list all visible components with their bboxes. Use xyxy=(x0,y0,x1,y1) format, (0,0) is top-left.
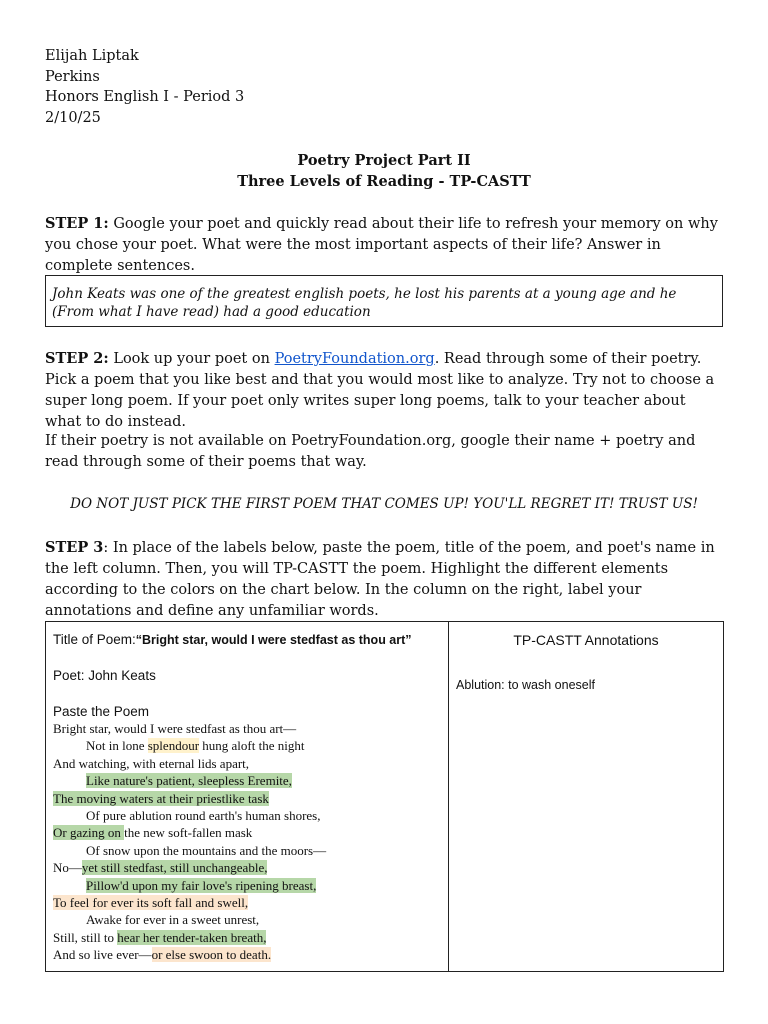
poetry-foundation-link[interactable]: PoetryFoundation.org xyxy=(274,351,435,367)
date: 2/10/25 xyxy=(45,109,101,126)
poet-line: Poet: John Keats xyxy=(53,668,156,683)
title-line-2: Three Levels of Reading - TP-CASTT xyxy=(237,173,531,190)
poem-line: Awake for ever in a sweet unrest, xyxy=(86,912,260,928)
poem-title: “Bright star, would I were stedfast as thou art” xyxy=(135,633,412,647)
step2-label: STEP 2: xyxy=(45,350,109,367)
poem-line: No—yet still stedfast, still unchangeable, xyxy=(53,860,268,876)
poem-line: Of pure ablution round earth's human shores, xyxy=(86,808,321,824)
step1-text: Google your poet and quickly read about their life to refresh your memory on why you chose your poet. What were the most important aspects of their life? Answer in complete sentences. xyxy=(45,216,718,274)
poem-line: Still, still to hear her tender-taken breath, xyxy=(53,929,267,945)
step1-answer-box[interactable] xyxy=(45,275,723,327)
poem-text xyxy=(53,720,443,964)
step3-paragraph xyxy=(45,537,725,622)
poem-line: Bright star, would I were stedfast as thou art— xyxy=(53,721,297,736)
step2-paragraph xyxy=(45,348,725,433)
step1-answer: John Keats was one of the greatest english poets, he lost his parents at a young age and he (From what I have read) had a good education xyxy=(52,286,677,320)
step1-label: STEP 1: xyxy=(45,215,109,232)
poem-line: Like nature's patient, sleepless Eremite, xyxy=(86,773,292,789)
poem-line: The moving waters at their priestlike task xyxy=(53,790,269,806)
annotation-ablution: Ablution: to wash oneself xyxy=(456,678,595,692)
paste-poem-label: Paste the Poem xyxy=(53,704,150,719)
poem-column[interactable] xyxy=(53,630,443,964)
student-header xyxy=(45,46,244,128)
poem-line: To feel for ever its soft fall and swell, xyxy=(53,895,249,911)
poem-line: And so live ever—or else swoon to death. xyxy=(53,947,272,963)
student-name: Elijah Liptak xyxy=(45,48,139,64)
poem-line: And watching, with eternal lids apart, xyxy=(53,755,250,771)
warning-text: DO NOT JUST PICK THE FIRST POEM THAT COMES UP! YOU'LL REGRET IT! TRUST US! xyxy=(70,496,698,512)
poem-line: Of snow upon the mountains and the moors— xyxy=(86,842,327,858)
poem-title-line xyxy=(53,630,443,650)
step2-text-after: . Read through some of their poetry. Pick a poem that you like best and that you would most like to analyze. Try not to choose a super long poem. If your poet only writes super long poems, talk to your teacher about what to do instead. xyxy=(45,351,715,430)
tpcastt-table xyxy=(45,621,724,972)
step1-paragraph xyxy=(45,213,725,277)
title-line-1: Poetry Project Part II xyxy=(297,152,471,169)
annotations-column[interactable] xyxy=(449,630,723,694)
poem-line: Not in lone splendour hung aloft the night xyxy=(86,738,305,754)
step2-text-before: Look up your poet on xyxy=(108,351,275,367)
teacher-name: Perkins xyxy=(45,68,100,85)
course-name: Honors English I - Period 3 xyxy=(45,89,245,105)
poem-line: Or gazing on the new soft-fallen mask xyxy=(53,825,253,841)
poem-title-label: Title of Poem: xyxy=(53,632,136,647)
step2-note-text: If their poetry is not available on PoetryFoundation.org, google their name + poetry and read through some of their poems that way. xyxy=(45,433,696,470)
step2-note xyxy=(45,431,725,473)
step3-label: STEP 3 xyxy=(45,539,104,556)
annotations-header: TP-CASTT Annotations xyxy=(513,632,659,648)
step3-text: : In place of the labels below, paste the poem, title of the poem, and poet's name in the left column. Then, you will TP-CASTT the poem. Highlight the different elements according to the colors on the chart below. In the column on the right, label your annotations and define any unfamiliar words. xyxy=(45,540,715,619)
poem-line: Pillow'd upon my fair love's ripening breast, xyxy=(86,877,317,893)
document-title xyxy=(0,150,768,192)
